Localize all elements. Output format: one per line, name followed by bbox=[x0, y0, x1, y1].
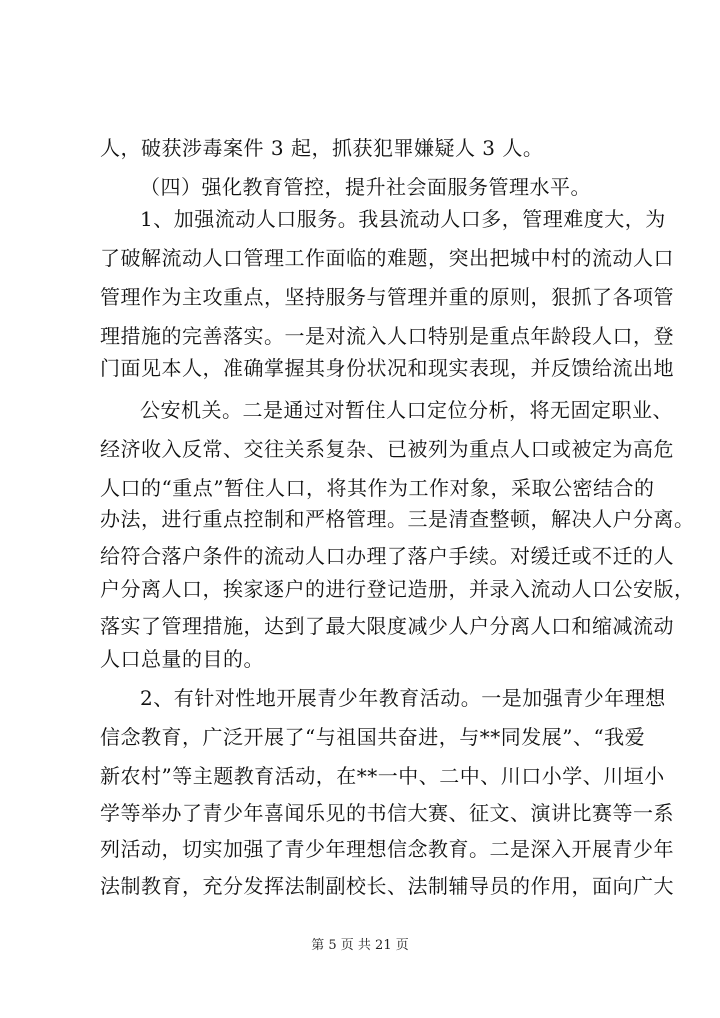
text-line: 管理作为主攻重点，坚持服务与管理并重的原则，狠抓了各项管 bbox=[100, 285, 674, 309]
text-line: 门面见本人，准确掌握其身份状况和现实表现，并反馈给流出地 bbox=[100, 356, 674, 380]
text-line: 人口总量的目的。 bbox=[100, 647, 264, 671]
page-number-footer: 第 5 页 共 21 页 bbox=[311, 938, 409, 953]
text-line: 落实了管理措施，达到了最大限度减少人户分离人口和缩减流动 bbox=[100, 614, 674, 638]
text-line: 人口的“重点”暂住人口，将其作为工作对象，采取公密结合的 bbox=[100, 476, 655, 500]
text-line: 办法，进行重点控制和严格管理。三是清查整顿，解决人户分离。 bbox=[100, 507, 695, 531]
paragraph-first-line: 2、有针对性地开展青少年教育活动。一是加强青少年理想 bbox=[140, 686, 666, 710]
text-line: 公安机关。二是通过对暂住人口定位分析，将无固定职业、 bbox=[140, 398, 673, 422]
text-line: 列活动，切实加强了青少年理想信念教育。二是深入开展青少年 bbox=[100, 837, 674, 861]
text-line: 给符合落户条件的流动人口办理了落户手续。对缓迁或不迁的人 bbox=[100, 544, 674, 568]
text-line: 法制教育，充分发挥法制副校长、法制辅导员的作用，面向广大 bbox=[100, 874, 674, 898]
text-line: 理措施的完善落实。一是对流入人口特别是重点年龄段人口，登 bbox=[100, 324, 674, 348]
text-line: 新农村”等主题教育活动，在**一中、二中、川口小学、川垣小 bbox=[100, 764, 665, 788]
text-line: 经济收入反常、交往关系复杂、已被列为重点人口或被定为高危 bbox=[100, 437, 674, 461]
text-line: 户分离人口，挨家逐户的进行登记造册，并录入流动人口公安版， bbox=[100, 577, 695, 601]
paragraph-first-line: 1、加强流动人口服务。我县流动人口多，管理难度大，为 bbox=[140, 207, 666, 231]
text-line: 人，破获涉毒案件 3 起，抓获犯罪嫌疑人 3 人。 bbox=[100, 136, 544, 160]
text-line: 信念教育，广泛开展了“与祖国共奋进，与**同发展”、“我爱 bbox=[100, 725, 646, 749]
text-line: 学等举办了青少年喜闻乐见的书信大赛、征文、演讲比赛等一系 bbox=[100, 801, 674, 825]
text-line: 了破解流动人口管理工作面临的难题，突出把城中村的流动人口 bbox=[100, 246, 674, 270]
section-heading: （四）强化教育管控，提升社会面服务管理水平。 bbox=[140, 175, 591, 199]
